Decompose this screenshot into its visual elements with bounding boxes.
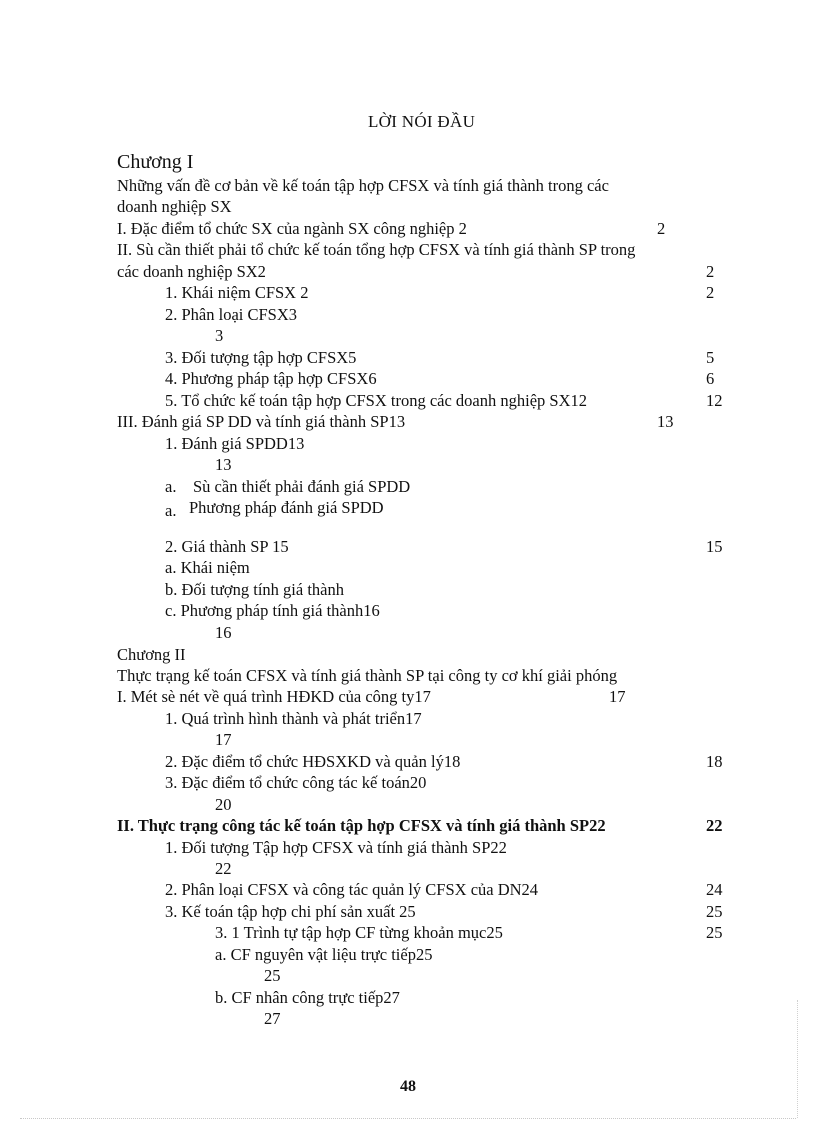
toc-page-number: 22 [706,816,723,835]
toc-entry: 2. Đặc điểm tổ chức HĐSXKD và quản lý18 [165,752,461,771]
toc-entry-bold: II. Thực trạng công tác kế toán tập hợp CFSX và tính giá thành SP22 [117,816,606,835]
toc-entry: 1. Đối tượng Tập hợp CFSX và tính giá thành SP22 [165,838,507,857]
toc-entry: 2. Phân loại CFSX3 [165,305,298,324]
toc-page-number: 13 [657,412,674,431]
page-border-bottom [20,1118,796,1119]
toc-page-number: 15 [706,537,723,556]
toc-page-number: 17 [609,687,626,706]
toc-entry: 2. Giá thành SP 15 [165,537,289,556]
toc-page-number: 3 [215,326,224,345]
toc-entry: 5. Tổ chức kế toán tập hợp CFSX trong các doanh nghiệp SX12 [165,391,588,410]
toc-page-number: 17 [215,730,232,749]
toc-list-marker: a. [165,501,177,520]
toc-entry-cont: các doanh nghiệp SX2 [117,262,266,281]
toc-page-number: 20 [215,795,232,814]
toc-page-number: 25 [264,966,281,985]
toc-page-number: 13 [215,455,232,474]
page-heading: LỜI NÓI ĐẦU [368,112,476,131]
toc-entry: 1. Quá trình hình thành và phát triển17 [165,709,422,728]
toc-page-number: 12 [706,391,723,410]
toc-page-number: 22 [215,859,232,878]
toc-entry: Sù cần thiết phải đánh giá SPDD [193,477,411,496]
toc-page-number: 25 [706,902,723,921]
toc-entry: b. CF nhân công trực tiếp27 [215,988,400,1007]
chapter-1-title: Chương I [117,151,194,173]
chapter-2-subtitle: Thực trạng kế toán CFSX và tính giá thành SP tại công ty cơ khí giải phóng [117,666,618,685]
toc-entry: 2. Phân loại CFSX và công tác quản lý CFSX của DN24 [165,880,539,899]
toc-entry: 3. Đối tượng tập hợp CFSX5 [165,348,357,367]
toc-entry: II. Sù cần thiết phải tổ chức kế toán tổng hợp CFSX và tính giá thành SP trong [117,240,636,259]
toc-entry: 1. Đánh giá SPDD13 [165,434,305,453]
page-border-right [797,1000,798,1118]
toc-entry: 1. Khái niệm CFSX 2 [165,283,309,302]
toc-entry: b. Đối tượng tính giá thành [165,580,344,599]
toc-entry: I. Mét sè nét về quá trình HĐKD của công ty17 [117,687,431,706]
toc-entry: III. Đánh giá SP DD và tính giá thành SP13 [117,412,406,431]
toc-page-number: 25 [706,923,723,942]
toc-page-number: 2 [706,283,715,302]
toc-entry: c. Phương pháp tính giá thành16 [165,601,380,620]
toc-page-number: 16 [215,623,232,642]
toc-entry: 3. 1 Trình tự tập hợp CF từng khoản mục25 [215,923,503,942]
toc-page-number: 5 [706,348,715,367]
toc-page-number: 2 [657,219,666,238]
toc-entry: I. Đặc điểm tổ chức SX của ngành SX công nghiệp 2 [117,219,467,238]
toc-entry: 3. Kế toán tập hợp chi phí sản xuất 25 [165,902,416,921]
toc-list-marker: a. [165,477,177,496]
page-number: 48 [400,1078,416,1095]
chapter-1-subtitle-cont: doanh nghiệp SX [117,197,232,216]
toc-entry: Phương pháp đánh giá SPDD [189,498,384,517]
toc-entry: a. Khái niệm [165,558,250,577]
toc-entry: 3. Đặc điểm tổ chức công tác kế toán20 [165,773,427,792]
toc-entry: a. CF nguyên vật liệu trực tiếp25 [215,945,433,964]
chapter-1-subtitle: Những vấn đề cơ bản về kế toán tập hợp CFSX và tính giá thành trong các [117,176,609,195]
toc-page-number: 24 [706,880,723,899]
toc-page-number: 18 [706,752,723,771]
chapter-2-title: Chương II [117,645,186,664]
toc-page-number: 6 [706,369,715,388]
toc-entry: 4. Phương pháp tập hợp CFSX6 [165,369,377,388]
toc-page-number: 27 [264,1009,281,1028]
toc-page-number: 2 [706,262,715,281]
